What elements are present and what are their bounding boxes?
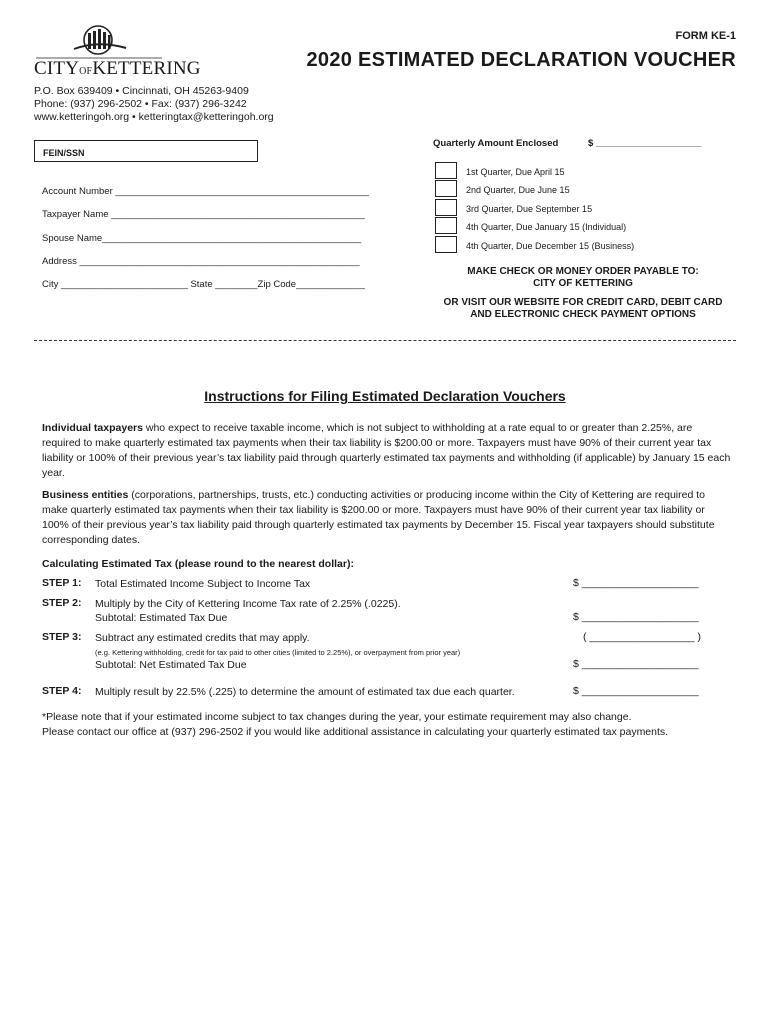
step-1-amount-field[interactable]: $ ____________________: [573, 577, 699, 589]
payable-to: [430, 266, 736, 290]
page-title: 2020 ESTIMATED DECLARATION VOUCHER: [306, 49, 736, 71]
individual-taxpayers-text: who expect to receive taxable income, which is not subject to withholding at a rate equal to or greater than 2.25%, are required to make quarterly estimated tax payments when their tax liability is $200.00 or more. Taxpayers must have 90% of their current year tax liability or 100% of their previous year’s tax liability paid through quarterly estimated tax payments and withholding (if applicable) by January 15 each year.: [42, 422, 731, 479]
quarter-3-checkbox[interactable]: [435, 199, 457, 216]
individual-taxpayers-heading: Individual taxpayers: [42, 422, 143, 434]
closing-note-line-1: *Please note that if your estimated income subject to tax changes during the year, your estimate requirement may also change.: [42, 711, 632, 723]
spouse-name-field[interactable]: Spouse Name_________________________________________________: [42, 233, 362, 244]
business-entities-text: (corporations, partnerships, trusts, etc.) conducting activities or producing income within the City of Kettering are required to make quarterly estimated tax payments when their tax liability is $200.00 or more. Taxpayers must have 90% of their current year tax liability or 100% of their previous year’s tax liability paid through quarterly estimated tax payments by December 15. Fiscal year taxpayers should substitute corresponding dates.: [42, 489, 715, 546]
logo-wordmark: CITYOFKETTERING: [34, 58, 201, 79]
fein-ssn-field[interactable]: [34, 140, 258, 162]
quarter-4-business-label: 4th Quarter, Due December 15 (Business): [466, 241, 635, 251]
form-id: FORM KE-1: [675, 30, 736, 42]
address-line: P.O. Box 639409 • Cincinnati, OH 45263-9409: [34, 85, 249, 97]
step-4-amount-field[interactable]: $ ____________________: [573, 685, 699, 697]
quarter-2-label: 2nd Quarter, Due June 15: [466, 185, 570, 195]
step-4-label: STEP 4:: [42, 685, 82, 697]
closing-note: [42, 710, 742, 740]
step-3-text: Subtract any estimated credits that may apply.: [95, 632, 310, 644]
address-field[interactable]: Address _____________________________________________________: [42, 256, 360, 267]
quarter-3-label: 3rd Quarter, Due September 15: [466, 204, 593, 214]
step-1-label: STEP 1:: [42, 577, 82, 589]
quarter-2-checkbox[interactable]: [435, 180, 457, 197]
quarterly-amount-label: Quarterly Amount Enclosed: [433, 138, 559, 149]
account-number-field[interactable]: Account Number ________________________________________________: [42, 186, 369, 197]
business-entities-heading: Business entities: [42, 489, 129, 501]
website-line-2: AND ELECTRONIC CHECK PAYMENT OPTIONS: [470, 309, 696, 320]
step-1-text: Total Estimated Income Subject to Income Tax: [95, 578, 311, 590]
individual-taxpayers-paragraph: [42, 421, 732, 481]
step-3-subtotal-label: Subtotal: Net Estimated Tax Due: [95, 659, 247, 671]
payable-line-1: MAKE CHECK OR MONEY ORDER PAYABLE TO:: [467, 266, 699, 277]
step-3-label: STEP 3:: [42, 631, 82, 643]
quarterly-amount-input[interactable]: $ ____________________: [588, 138, 702, 149]
quarter-4-business-checkbox[interactable]: [435, 236, 457, 253]
step-2-text: Multiply by the City of Kettering Income Tax rate of 2.25% (.0225).: [95, 598, 401, 610]
quarter-4-individual-checkbox[interactable]: [435, 217, 457, 234]
step-4-text: Multiply result by 22.5% (.225) to determine the amount of estimated tax due each quarter.: [95, 686, 515, 698]
calculating-heading: Calculating Estimated Tax (please round to the nearest dollar):: [42, 558, 354, 570]
closing-note-line-2: Please contact our office at (937) 296-2502 if you would like additional assistance in calculating your quarterly estimated tax payments.: [42, 726, 669, 738]
business-entities-paragraph: [42, 488, 732, 548]
fein-ssn-label: FEIN/SSN: [43, 148, 85, 158]
step-2-amount-field[interactable]: $ ____________________: [573, 611, 699, 623]
quarter-4-individual-label: 4th Quarter, Due January 15 (Individual): [466, 222, 627, 232]
quarter-1-checkbox[interactable]: [435, 162, 457, 179]
city-state-zip-field[interactable]: City ________________________ State ________Zip Code_____________: [42, 279, 365, 290]
step-3-note: (e.g. Kettering withholding, credit for tax paid to other cities (limited to 2.25%), or overpayment from prior year): [95, 648, 461, 657]
office-address: [34, 85, 274, 124]
quarter-1-label: 1st Quarter, Due April 15: [466, 167, 565, 177]
step-2-subtotal-label: Subtotal: Estimated Tax Due: [95, 612, 228, 624]
step-3-amount-field[interactable]: $ ____________________: [573, 658, 699, 670]
website-payment-note: [430, 297, 736, 321]
taxpayer-name-field[interactable]: Taxpayer Name ________________________________________________: [42, 209, 365, 220]
web-line: www.ketteringoh.org • ketteringtax@ketteringoh.org: [34, 111, 274, 123]
phone-line: Phone: (937) 296-2502 • Fax: (937) 296-3242: [34, 98, 247, 110]
step-3-credit-field[interactable]: ( __________________ ): [583, 631, 701, 643]
tear-line-divider: [34, 340, 736, 341]
payable-line-2: CITY OF KETTERING: [533, 278, 633, 289]
instructions-title: Instructions for Filing Estimated Declaration Vouchers: [204, 388, 566, 404]
step-2-label: STEP 2:: [42, 597, 82, 609]
website-line-1: OR VISIT OUR WEBSITE FOR CREDIT CARD, DEBIT CARD: [443, 297, 723, 308]
